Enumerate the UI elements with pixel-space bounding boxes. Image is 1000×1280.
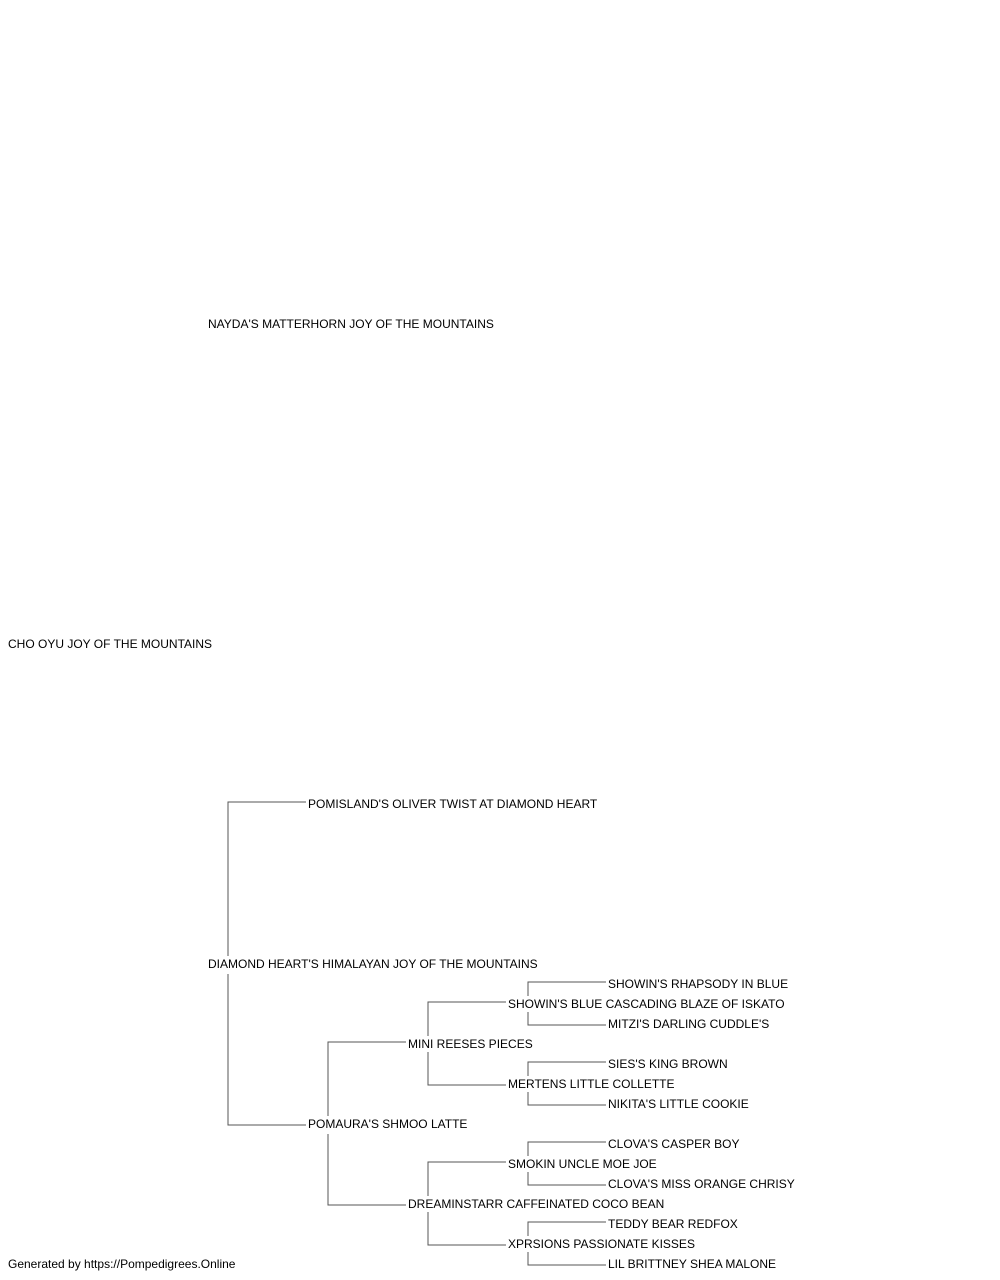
connector-dd-to-sire xyxy=(328,1042,406,1116)
connector-dddd-to-dam xyxy=(528,1252,606,1265)
connector-ddsd-to-sire xyxy=(528,1062,606,1076)
ancestor-ddss: SHOWIN'S BLUE CASCADING BLAZE OF ISKATO xyxy=(508,997,785,1011)
connector-dddd-to-sire xyxy=(528,1222,606,1236)
dam-name: DIAMOND HEART'S HIMALAYAN JOY OF THE MOUNTAINS xyxy=(208,957,538,971)
ancestor-ddssd: MITZI'S DARLING CUDDLE'S xyxy=(608,1017,770,1031)
connector-ddss-to-dam xyxy=(528,1012,606,1025)
connector-ddd-to-dam xyxy=(428,1212,506,1245)
ancestor-ddsd: MERTENS LITTLE COLLETTE xyxy=(508,1077,675,1091)
generated-by-footer: Generated by https://Pompedigrees.Online xyxy=(8,1257,236,1271)
connector-dds-to-sire xyxy=(428,1002,506,1036)
ancestor-ddsdd: NIKITA'S LITTLE COOKIE xyxy=(608,1097,749,1111)
ancestor-ddds: SMOKIN UNCLE MOE JOE xyxy=(508,1157,657,1171)
connector-ddd-to-sire xyxy=(428,1162,506,1196)
connector-ddsd-to-dam xyxy=(528,1092,606,1105)
ancestor-dddds: TEDDY BEAR REDFOX xyxy=(608,1217,738,1231)
connector-ddss-to-sire xyxy=(528,982,606,996)
sire-name: NAYDA'S MATTERHORN JOY OF THE MOUNTAINS xyxy=(208,317,494,331)
connector-dam-to-dam xyxy=(228,974,306,1125)
subject-name: CHO OYU JOY OF THE MOUNTAINS xyxy=(8,637,213,651)
connector-dd-to-dam xyxy=(328,1134,406,1205)
ancestor-dddss: CLOVA'S CASPER BOY xyxy=(608,1137,740,1151)
connector-ddds-to-dam xyxy=(528,1172,606,1185)
ancestor-dddd: XPRSIONS PASSIONATE KISSES xyxy=(508,1237,695,1251)
connector-ddds-to-sire xyxy=(528,1142,606,1156)
connector-dds-to-dam xyxy=(428,1052,506,1085)
ancestor-dddsd: CLOVA'S MISS ORANGE CHRISY xyxy=(608,1177,795,1191)
ancestor-ddsss: SHOWIN'S RHAPSODY IN BLUE xyxy=(608,977,789,991)
dam-dam-name: POMAURA'S SHMOO LATTE xyxy=(308,1117,468,1131)
dam-sire-name: POMISLAND'S OLIVER TWIST AT DIAMOND HEART xyxy=(308,797,598,811)
ancestor-ddd: DREAMINSTARR CAFFEINATED COCO BEAN xyxy=(408,1197,665,1211)
connector-dam-to-sire xyxy=(228,802,306,956)
ancestor-dds: MINI REESES PIECES xyxy=(408,1037,533,1051)
ancestor-ddddd: LIL BRITTNEY SHEA MALONE xyxy=(608,1257,777,1271)
ancestor-ddsds: SIES'S KING BROWN xyxy=(608,1057,728,1071)
